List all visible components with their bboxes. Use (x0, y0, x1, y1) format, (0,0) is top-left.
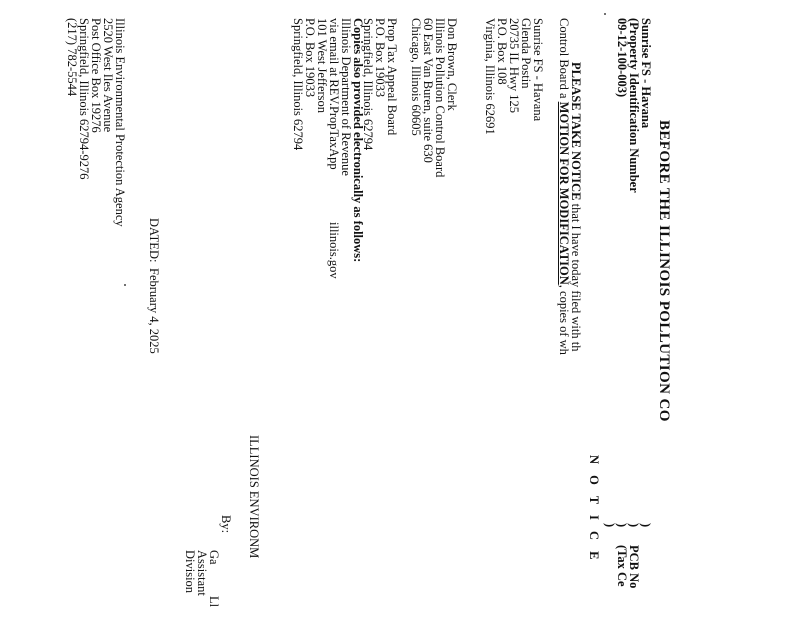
address-line: via email at REV.PropTaxApp (327, 18, 341, 170)
sender-line: Springfield, Illinois 62794-9276 (77, 18, 91, 180)
sender-line: (217) 782-5544 (65, 18, 79, 97)
caption-bracket: ) (639, 523, 653, 528)
signature-by-label: By: (219, 515, 233, 534)
address-line: P.O. Box 108 (495, 18, 509, 85)
signature-name: Ga (207, 550, 221, 565)
address-line: Springfield, Illinois 62794 (291, 18, 305, 151)
address-line: P.O. Box 19033 (373, 18, 387, 98)
notice-text: , copies of wh (557, 284, 571, 355)
address-line: Chicago, Illinois 60605 (409, 18, 423, 136)
scan-speck (604, 13, 606, 15)
address-line: Sunrise FS - Havana (531, 18, 545, 122)
notice-text: Control Board a (557, 18, 571, 102)
signature-initials-mark: Ll (207, 596, 221, 608)
address-line: Illinois Pollution Control Board (433, 18, 447, 178)
address-line: 101 West Jefferson (315, 18, 329, 114)
sender-line: 2520 West Iles Avenue (101, 18, 115, 133)
address-line: Springfield, Illinois 62794 (361, 18, 375, 151)
caption-case-number: PCB No (627, 545, 641, 589)
notice-emphasis: PLEASE TAKE NOTICE (569, 62, 583, 201)
address-line: Virginia, Illinois 62691 (483, 18, 497, 135)
address-line: Glenda Postin (519, 18, 533, 89)
page-title: BEFORE THE ILLINOIS POLLUTION CO (656, 120, 672, 422)
address-line: P.O. Box 19033 (303, 18, 317, 98)
address-line: 20735 IL Hwy 125 (507, 18, 521, 114)
caption-pin-line: (Property Identification Number (627, 18, 641, 193)
address-line: Don Brown, Clerk (445, 18, 459, 111)
caption-case-type: (Tax Ce (615, 545, 629, 587)
address-line: 60 East Van Buren, suite 630 (421, 18, 435, 163)
sender-line: Illinois Environmental Protection Agency (113, 18, 127, 227)
signature-title: Assistant (195, 550, 209, 596)
sender-line: Post Office Box 19276 (89, 18, 103, 133)
scan-speck (124, 284, 126, 286)
address-line: Prop Tax Appeal Board (385, 18, 399, 136)
signature-agency: ILLINOIS ENVIRONM (247, 435, 261, 559)
caption-bracket: ) (603, 523, 617, 528)
address-line: Illinois Department of Revenue (339, 18, 353, 176)
caption-bracket: ) (627, 523, 641, 528)
caption-bracket: ) (615, 523, 629, 528)
signature-division: Division (183, 550, 197, 594)
notice-line-1 (570, 62, 583, 351)
dated-label: DATED: (147, 218, 161, 263)
notice-line-2 (558, 18, 571, 355)
caption-petitioner-line: Sunrise FS - Havana (639, 18, 653, 129)
email-domain: illinois.gov (327, 222, 341, 279)
caption-pin-number-line: 09-12-100-003) (615, 18, 629, 98)
notice-text: that I have today filed with th (569, 200, 583, 352)
notice-heading: N O T I C E (587, 455, 601, 564)
motion-title: MOTION FOR MODIFICATION (557, 101, 571, 285)
dated-value: February 4, 2025 (147, 268, 161, 354)
copies-heading: Copies also provided electronically as follows: (351, 18, 365, 263)
